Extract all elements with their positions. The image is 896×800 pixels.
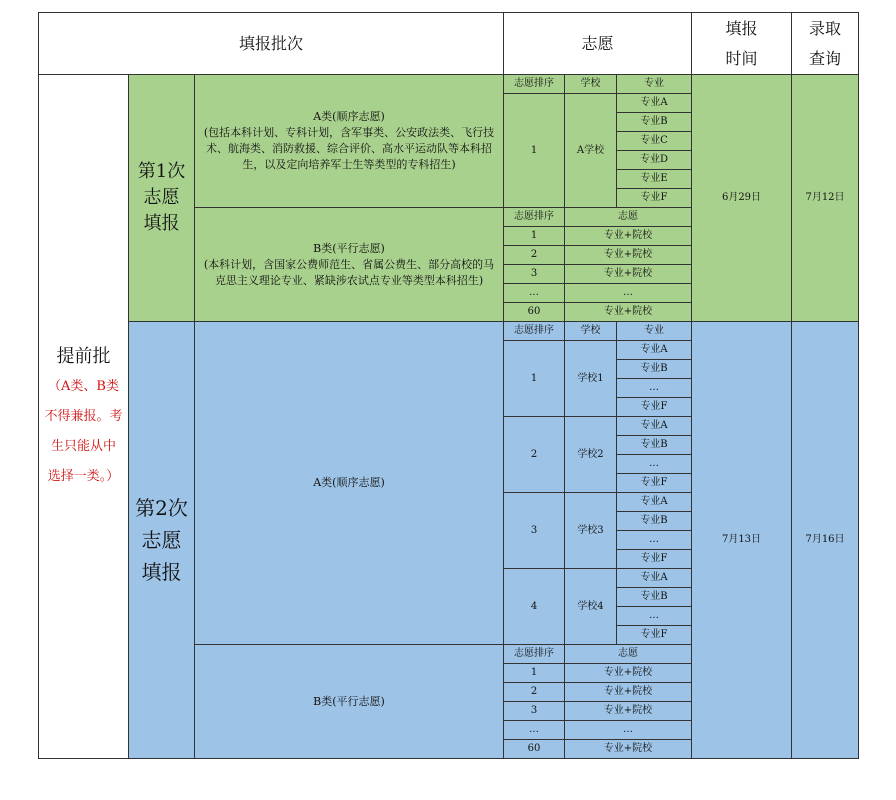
round2-b-wish: 专业+院校 bbox=[565, 702, 692, 721]
round1-a-major: 专业A bbox=[617, 94, 692, 113]
round2-a-major: 专业A bbox=[617, 341, 692, 360]
round2-a-order: 4 bbox=[504, 569, 565, 645]
round2-a-h-school: 学校 bbox=[565, 322, 617, 341]
round1-b-order: … bbox=[504, 284, 565, 303]
round2-b-wish: 专业+院校 bbox=[565, 740, 692, 759]
round1-b-order: 60 bbox=[504, 303, 565, 322]
round2-a-title: A类(顺序志愿) bbox=[313, 476, 385, 489]
round1-a-major: 专业E bbox=[617, 170, 692, 189]
round2-a-order: 2 bbox=[504, 417, 565, 493]
round2-a-school: 学校3 bbox=[565, 493, 617, 569]
round2-a-major: 专业F bbox=[617, 474, 692, 493]
round2-a-h-order: 志愿排序 bbox=[504, 322, 565, 341]
round2-a-major: 专业F bbox=[617, 626, 692, 645]
round1-a-desc: (包括本科计划、专科计划，含军事类、公安政法类、飞行技术、航海类、消防救援、综合评价、高水平运动队等本科招生，以及定向培养军士生等类型的专科招生) bbox=[203, 126, 495, 171]
round1-b-category bbox=[195, 208, 504, 322]
round2-a-major: 专业B bbox=[617, 512, 692, 531]
round2-a-category bbox=[195, 322, 504, 645]
round2-a-school: 学校2 bbox=[565, 417, 617, 493]
early-batch-title: 提前批 bbox=[56, 345, 111, 367]
round1-a-category bbox=[195, 75, 504, 208]
round1-a-h-school: 学校 bbox=[565, 75, 617, 94]
round1-a-school: A学校 bbox=[565, 94, 617, 208]
round1-a-major: 专业C bbox=[617, 132, 692, 151]
round1-b-wish: … bbox=[565, 284, 692, 303]
round2-b-wish: 专业+院校 bbox=[565, 683, 692, 702]
round1-b-order: 3 bbox=[504, 265, 565, 284]
round1-query-time: 7月12日 bbox=[792, 75, 859, 322]
table-body bbox=[39, 13, 859, 759]
round2-a-major: … bbox=[617, 379, 692, 398]
round2-a-h-major: 专业 bbox=[617, 322, 692, 341]
round1-b-h-wish: 志愿 bbox=[565, 208, 692, 227]
round1-b-order: 2 bbox=[504, 246, 565, 265]
round2-a-school: 学校4 bbox=[565, 569, 617, 645]
round1-b-h-order: 志愿排序 bbox=[504, 208, 565, 227]
round2-a-major: … bbox=[617, 531, 692, 550]
round1-a-major: 专业F bbox=[617, 189, 692, 208]
round1-b-wish: 专业+院校 bbox=[565, 265, 692, 284]
round2-a-major: 专业F bbox=[617, 550, 692, 569]
round1-b-wish: 专业+院校 bbox=[565, 303, 692, 322]
early-batch-note: （A类、B类 不得兼报。考 生只能从中 选择一类。） bbox=[44, 378, 123, 484]
round2-label: 第2次 志愿 填报 bbox=[129, 322, 195, 759]
round2-a-major: 专业A bbox=[617, 493, 692, 512]
round2-query-time: 7月16日 bbox=[792, 322, 859, 759]
header-fill-time: 填报 时间 bbox=[692, 13, 792, 75]
round2-b-title: B类(平行志愿) bbox=[313, 694, 385, 708]
round1-a-major: 专业B bbox=[617, 113, 692, 132]
round1-b-wish: 专业+院校 bbox=[565, 227, 692, 246]
round1-a-major: 专业D bbox=[617, 151, 692, 170]
round2-b-order: 2 bbox=[504, 683, 565, 702]
round1-fill-time: 6月29日 bbox=[692, 75, 792, 322]
round1-b-wish: 专业+院校 bbox=[565, 246, 692, 265]
round2-a-major: 专业B bbox=[617, 436, 692, 455]
round1-b-order: 1 bbox=[504, 227, 565, 246]
header-query: 录取 查询 bbox=[792, 13, 859, 75]
round2-a-major: 专业A bbox=[617, 569, 692, 588]
round2-b-order: … bbox=[504, 721, 565, 740]
round2-a-major: 专业A bbox=[617, 417, 692, 436]
header-row bbox=[39, 13, 859, 75]
header-wish: 志愿 bbox=[504, 13, 692, 75]
round2-b-h-wish: 志愿 bbox=[565, 645, 692, 664]
round2-a-major: 专业B bbox=[617, 360, 692, 379]
round2-a-major: … bbox=[617, 607, 692, 626]
early-batch-cell bbox=[39, 75, 129, 759]
round2-b-h-order: 志愿排序 bbox=[504, 645, 565, 664]
round2-a-major: 专业F bbox=[617, 398, 692, 417]
round2-a-order: 3 bbox=[504, 493, 565, 569]
round1-b-desc: (本科计划，含国家公费师范生、省属公费生、部分高校的马克思主义理论专业、紧缺涉农试点专业等类型本科招生) bbox=[203, 257, 495, 287]
round2-b-wish: 专业+院校 bbox=[565, 664, 692, 683]
round2-a-major: … bbox=[617, 455, 692, 474]
round2-a-order: 1 bbox=[504, 341, 565, 417]
round1-a-title: A类(顺序志愿) bbox=[313, 110, 385, 123]
round2-b-order: 1 bbox=[504, 664, 565, 683]
round2-fill-time: 7月13日 bbox=[692, 322, 792, 759]
table-row bbox=[39, 75, 859, 94]
round1-a-h-major: 专业 bbox=[617, 75, 692, 94]
round2-b-order: 3 bbox=[504, 702, 565, 721]
round2-b-category bbox=[195, 645, 504, 759]
round1-label: 第1次 志愿 填报 bbox=[129, 75, 195, 322]
round2-b-order: 60 bbox=[504, 740, 565, 759]
header-batch: 填报批次 bbox=[39, 13, 504, 75]
admission-schedule-table bbox=[38, 12, 859, 759]
round1-a-h-order: 志愿排序 bbox=[504, 75, 565, 94]
round1-a-order: 1 bbox=[504, 94, 565, 208]
round2-b-wish: … bbox=[565, 721, 692, 740]
round2-a-school: 学校1 bbox=[565, 341, 617, 417]
round1-b-title: B类(平行志愿) bbox=[313, 241, 385, 255]
table-row bbox=[39, 322, 859, 341]
round2-a-major: 专业B bbox=[617, 588, 692, 607]
